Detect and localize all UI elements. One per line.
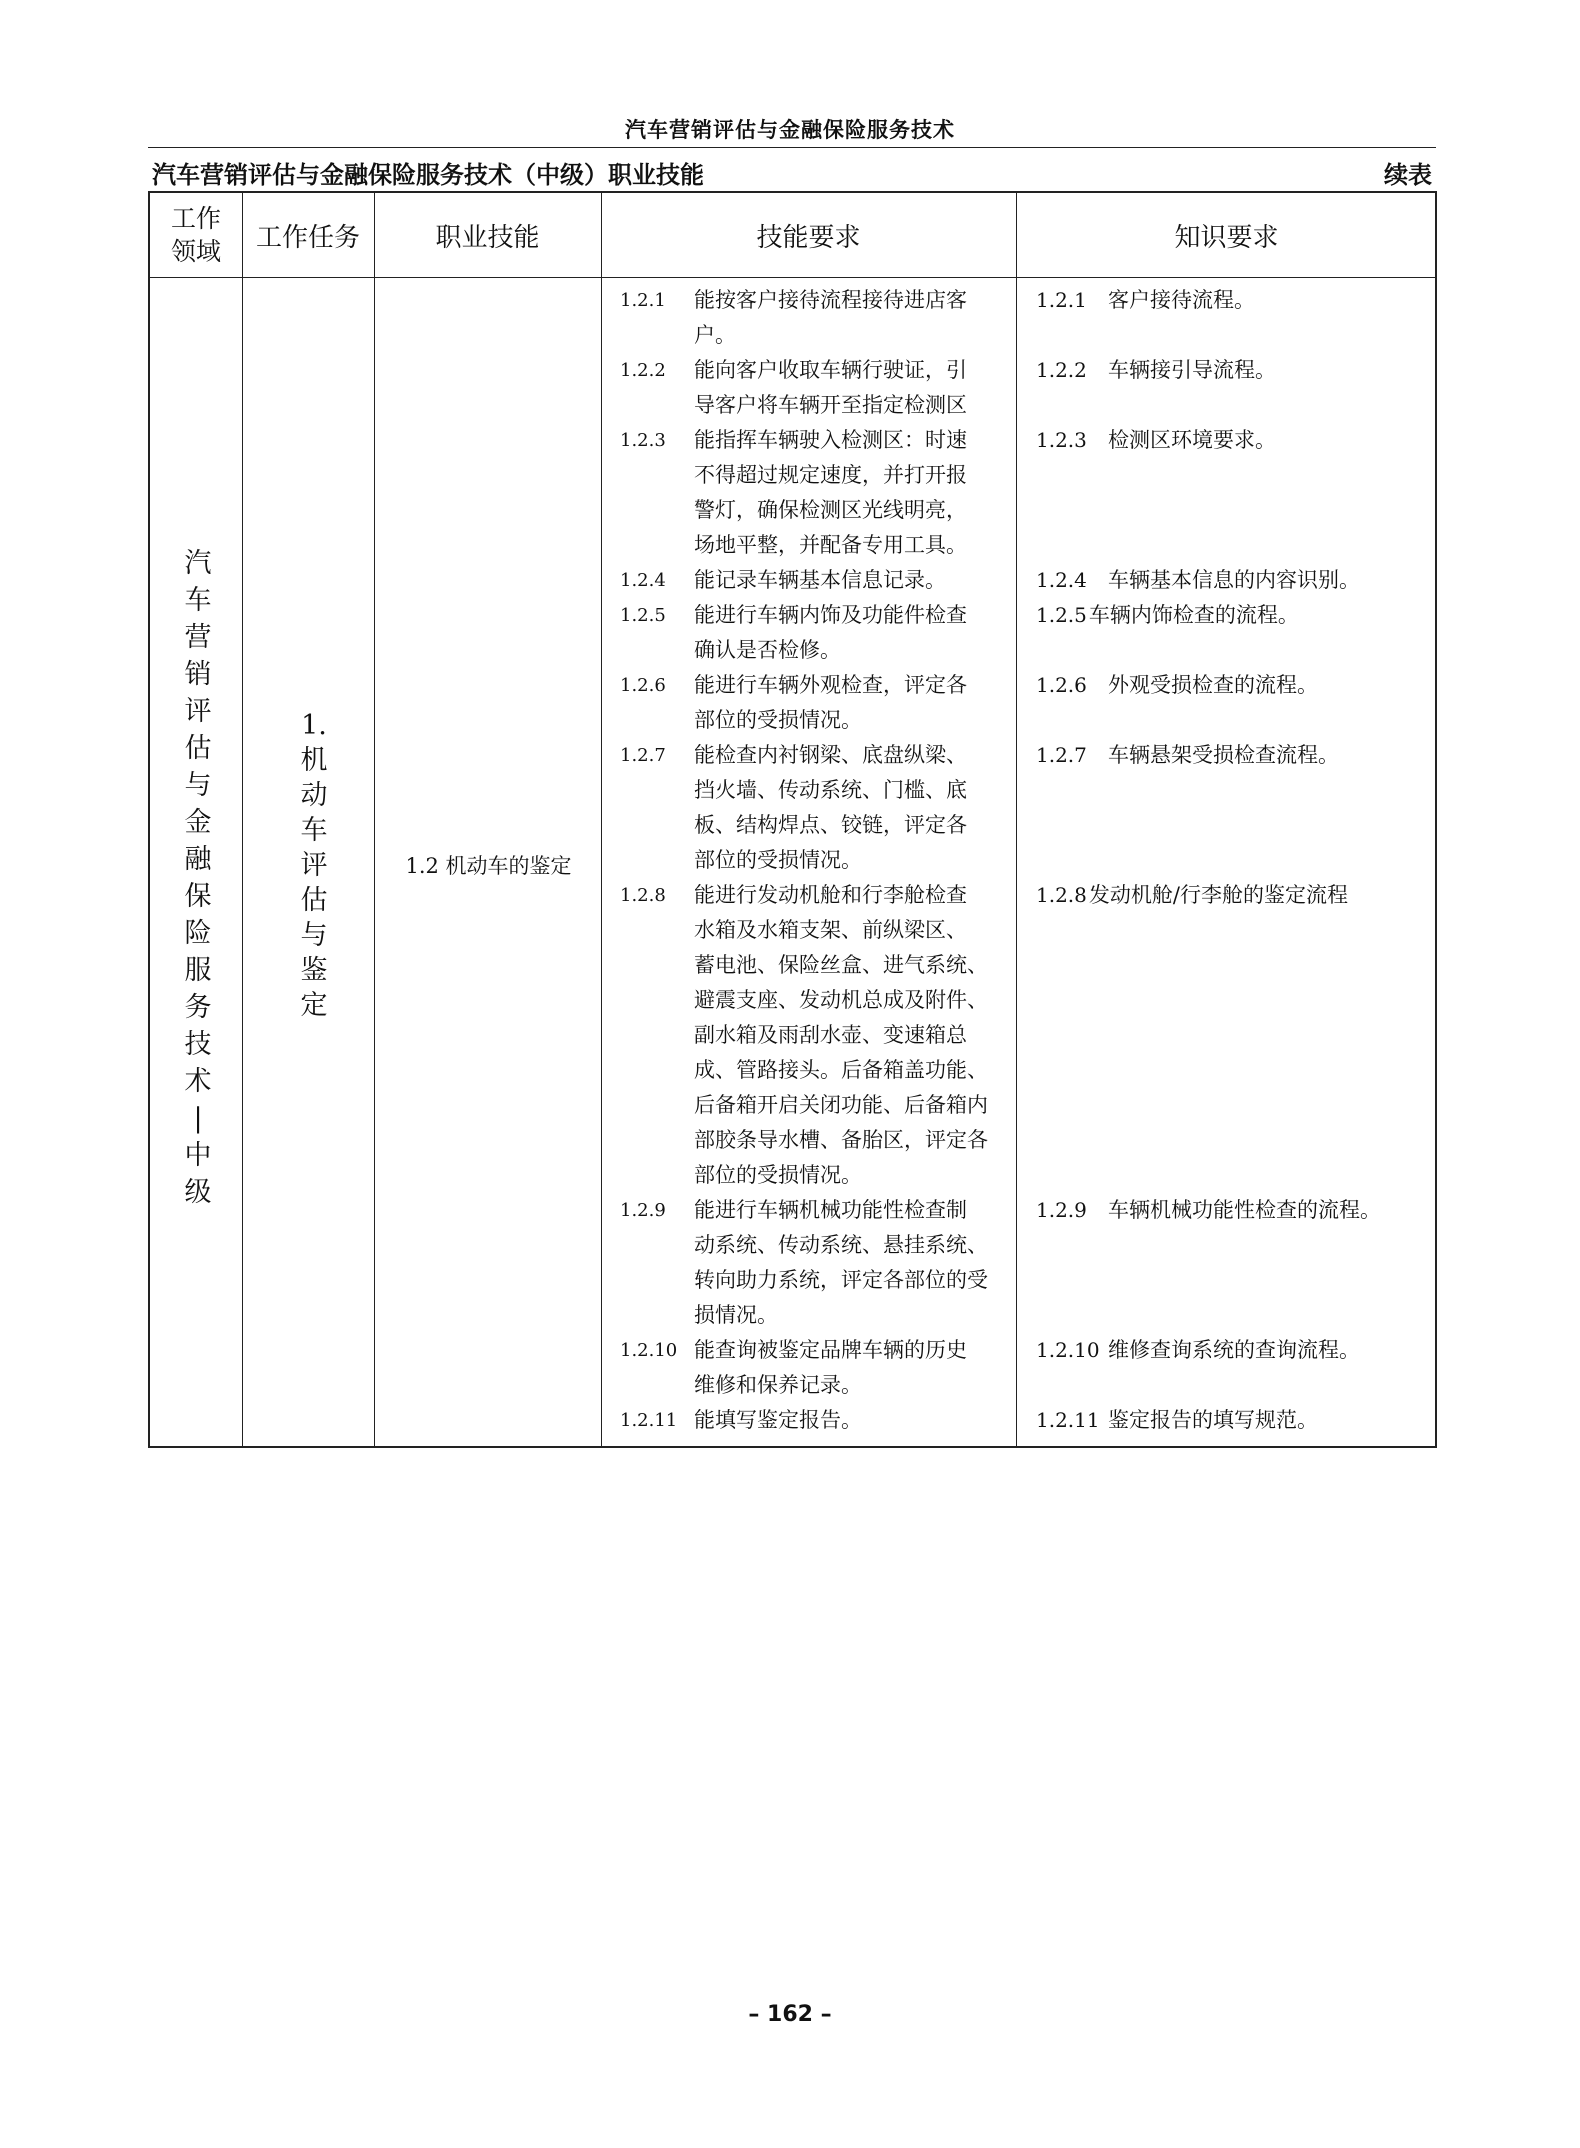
item-number: 1.2.10 bbox=[1036, 1338, 1100, 1362]
header-work-domain: 工作 领域 bbox=[170, 204, 221, 266]
header-skill-requirements: 技能要求 bbox=[756, 222, 861, 253]
header-rule bbox=[148, 147, 1436, 148]
item-text: 能进行车辆机械功能性检查制 动系统、传动系统、悬挂系统、 转向助力系统，评定各部位的受 损情况。 bbox=[694, 1198, 988, 1327]
item-number: 1.2.6 bbox=[1036, 673, 1087, 697]
column-divider bbox=[374, 193, 375, 1446]
knowledge-requirement-item bbox=[1036, 738, 1431, 773]
item-text: 车辆接引导流程。 bbox=[1108, 358, 1276, 382]
item-text: 能填写鉴定报告。 bbox=[694, 1408, 862, 1432]
header-knowledge-requirements: 知识要求 bbox=[1174, 222, 1279, 253]
knowledge-requirement-item bbox=[1036, 598, 1431, 633]
item-number: 1.2.2 bbox=[620, 360, 666, 381]
column-divider bbox=[1016, 193, 1017, 1446]
item-text: 鉴定报告的填写规范。 bbox=[1108, 1408, 1318, 1432]
item-text: 能进行车辆内饰及功能件检查 确认是否检修。 bbox=[694, 603, 967, 662]
item-text: 客户接待流程。 bbox=[1108, 288, 1255, 312]
item-number: 1.2.6 bbox=[620, 675, 666, 696]
header-divider bbox=[150, 277, 1435, 278]
item-text: 能向客户收取车辆行驶证，引 导客户将车辆开至指定检测区 bbox=[694, 358, 967, 417]
table-title: 汽车营销评估与金融保险服务技术（中级）职业技能 bbox=[152, 161, 704, 189]
item-text: 车辆基本信息的内容识别。 bbox=[1108, 568, 1360, 592]
item-number: 1.2.4 bbox=[620, 570, 666, 591]
knowledge-requirement-item bbox=[1036, 563, 1431, 598]
item-number: 1.2.3 bbox=[620, 430, 666, 451]
item-text: 车辆内饰检查的流程。 bbox=[1088, 603, 1299, 627]
knowledge-requirement-item bbox=[1036, 878, 1431, 913]
item-text: 车辆机械功能性检查的流程。 bbox=[1108, 1198, 1381, 1222]
item-number: 1.2.9 bbox=[620, 1200, 666, 1221]
column-divider bbox=[601, 193, 602, 1446]
item-number: 1.2.1 bbox=[1036, 288, 1087, 312]
item-text: 能进行发动机舱和行李舱检查 水箱及水箱支架、前纵梁区、 蓄电池、保险丝盒、进气系统、 避震支座、发动机总成及附件、 副水箱及雨刮水壶、变速箱总 成、管路接头。后备箱盖功能、 后备箱开启关闭功能、后备箱内 部胶条导水槽、备胎区，评定各 部位的受损情况。 bbox=[694, 883, 988, 1187]
knowledge-requirement-item bbox=[1036, 353, 1431, 388]
item-text: 能指挥车辆驶入检测区：时速 不得超过规定速度，并打开报 警灯，确保检测区光线明亮， 场地平整，并配备专用工具。 bbox=[694, 428, 967, 557]
item-number: 1.2.10 bbox=[620, 1340, 678, 1361]
item-number: 1.2.11 bbox=[620, 1410, 678, 1431]
running-header: 汽车营销评估与金融保险服务技术 bbox=[625, 118, 955, 142]
item-number: 1.2.1 bbox=[620, 290, 666, 311]
knowledge-requirement-item bbox=[1036, 1333, 1431, 1368]
table-title-bar bbox=[152, 155, 1432, 187]
item-text: 发动机舱/行李舱的鉴定流程 bbox=[1088, 883, 1348, 907]
knowledge-requirement-item bbox=[1036, 1403, 1431, 1438]
item-number: 1.2.5 bbox=[620, 605, 666, 626]
item-number: 1.2.2 bbox=[1036, 358, 1087, 382]
skill-cell: 1.2 机动车的鉴定 bbox=[405, 854, 572, 878]
item-text: 外观受损检查的流程。 bbox=[1108, 673, 1318, 697]
knowledge-requirement-item bbox=[1036, 668, 1431, 703]
header-work-task: 工作任务 bbox=[255, 222, 360, 253]
item-number: 1.2.3 bbox=[1036, 428, 1087, 452]
item-text: 能查询被鉴定品牌车辆的历史 维修和保养记录。 bbox=[694, 1338, 967, 1397]
item-number: 1.2.7 bbox=[620, 745, 666, 766]
item-number: 1.2.7 bbox=[1036, 743, 1087, 767]
knowledge-requirement-item bbox=[1036, 283, 1431, 318]
item-text: 能进行车辆外观检查，评定各 部位的受损情况。 bbox=[694, 673, 967, 732]
item-number: 1.2.8 bbox=[620, 885, 666, 906]
column-divider bbox=[242, 193, 243, 1446]
item-text: 能按客户接待流程接待进店客 户。 bbox=[694, 288, 967, 347]
page-number: – 162 – bbox=[748, 2002, 832, 2027]
item-number: 1.2.11 bbox=[1036, 1408, 1100, 1432]
item-text: 车辆悬架受损检查流程。 bbox=[1108, 743, 1339, 767]
item-number: 1.2.9 bbox=[1036, 1198, 1087, 1222]
continued-label: 续表 bbox=[1384, 161, 1432, 189]
item-number: 1.2.8 bbox=[1036, 883, 1087, 907]
work-task-cell: 1. 机 动 车 评 估 与 鉴 定 bbox=[300, 710, 328, 1021]
item-text: 能检查内衬钢梁、底盘纵梁、 挡火墙、传动系统、门槛、底 板、结构焊点、铰链，评定各 部位的受损情况。 bbox=[694, 743, 967, 872]
item-text: 能记录车辆基本信息记录。 bbox=[694, 568, 946, 592]
item-text: 维修查询系统的查询流程。 bbox=[1108, 1338, 1360, 1362]
knowledge-requirement-item bbox=[1036, 1193, 1431, 1228]
knowledge-requirement-item bbox=[1036, 423, 1431, 458]
item-number: 1.2.4 bbox=[1036, 568, 1087, 592]
header-skill: 职业技能 bbox=[435, 222, 540, 253]
work-domain-cell: 汽 车 营 销 评 估 与 金 融 保 险 服 务 技 术 | 中 级 bbox=[184, 548, 212, 1208]
item-number: 1.2.5 bbox=[1036, 603, 1087, 627]
item-text: 检测区环境要求。 bbox=[1108, 428, 1276, 452]
